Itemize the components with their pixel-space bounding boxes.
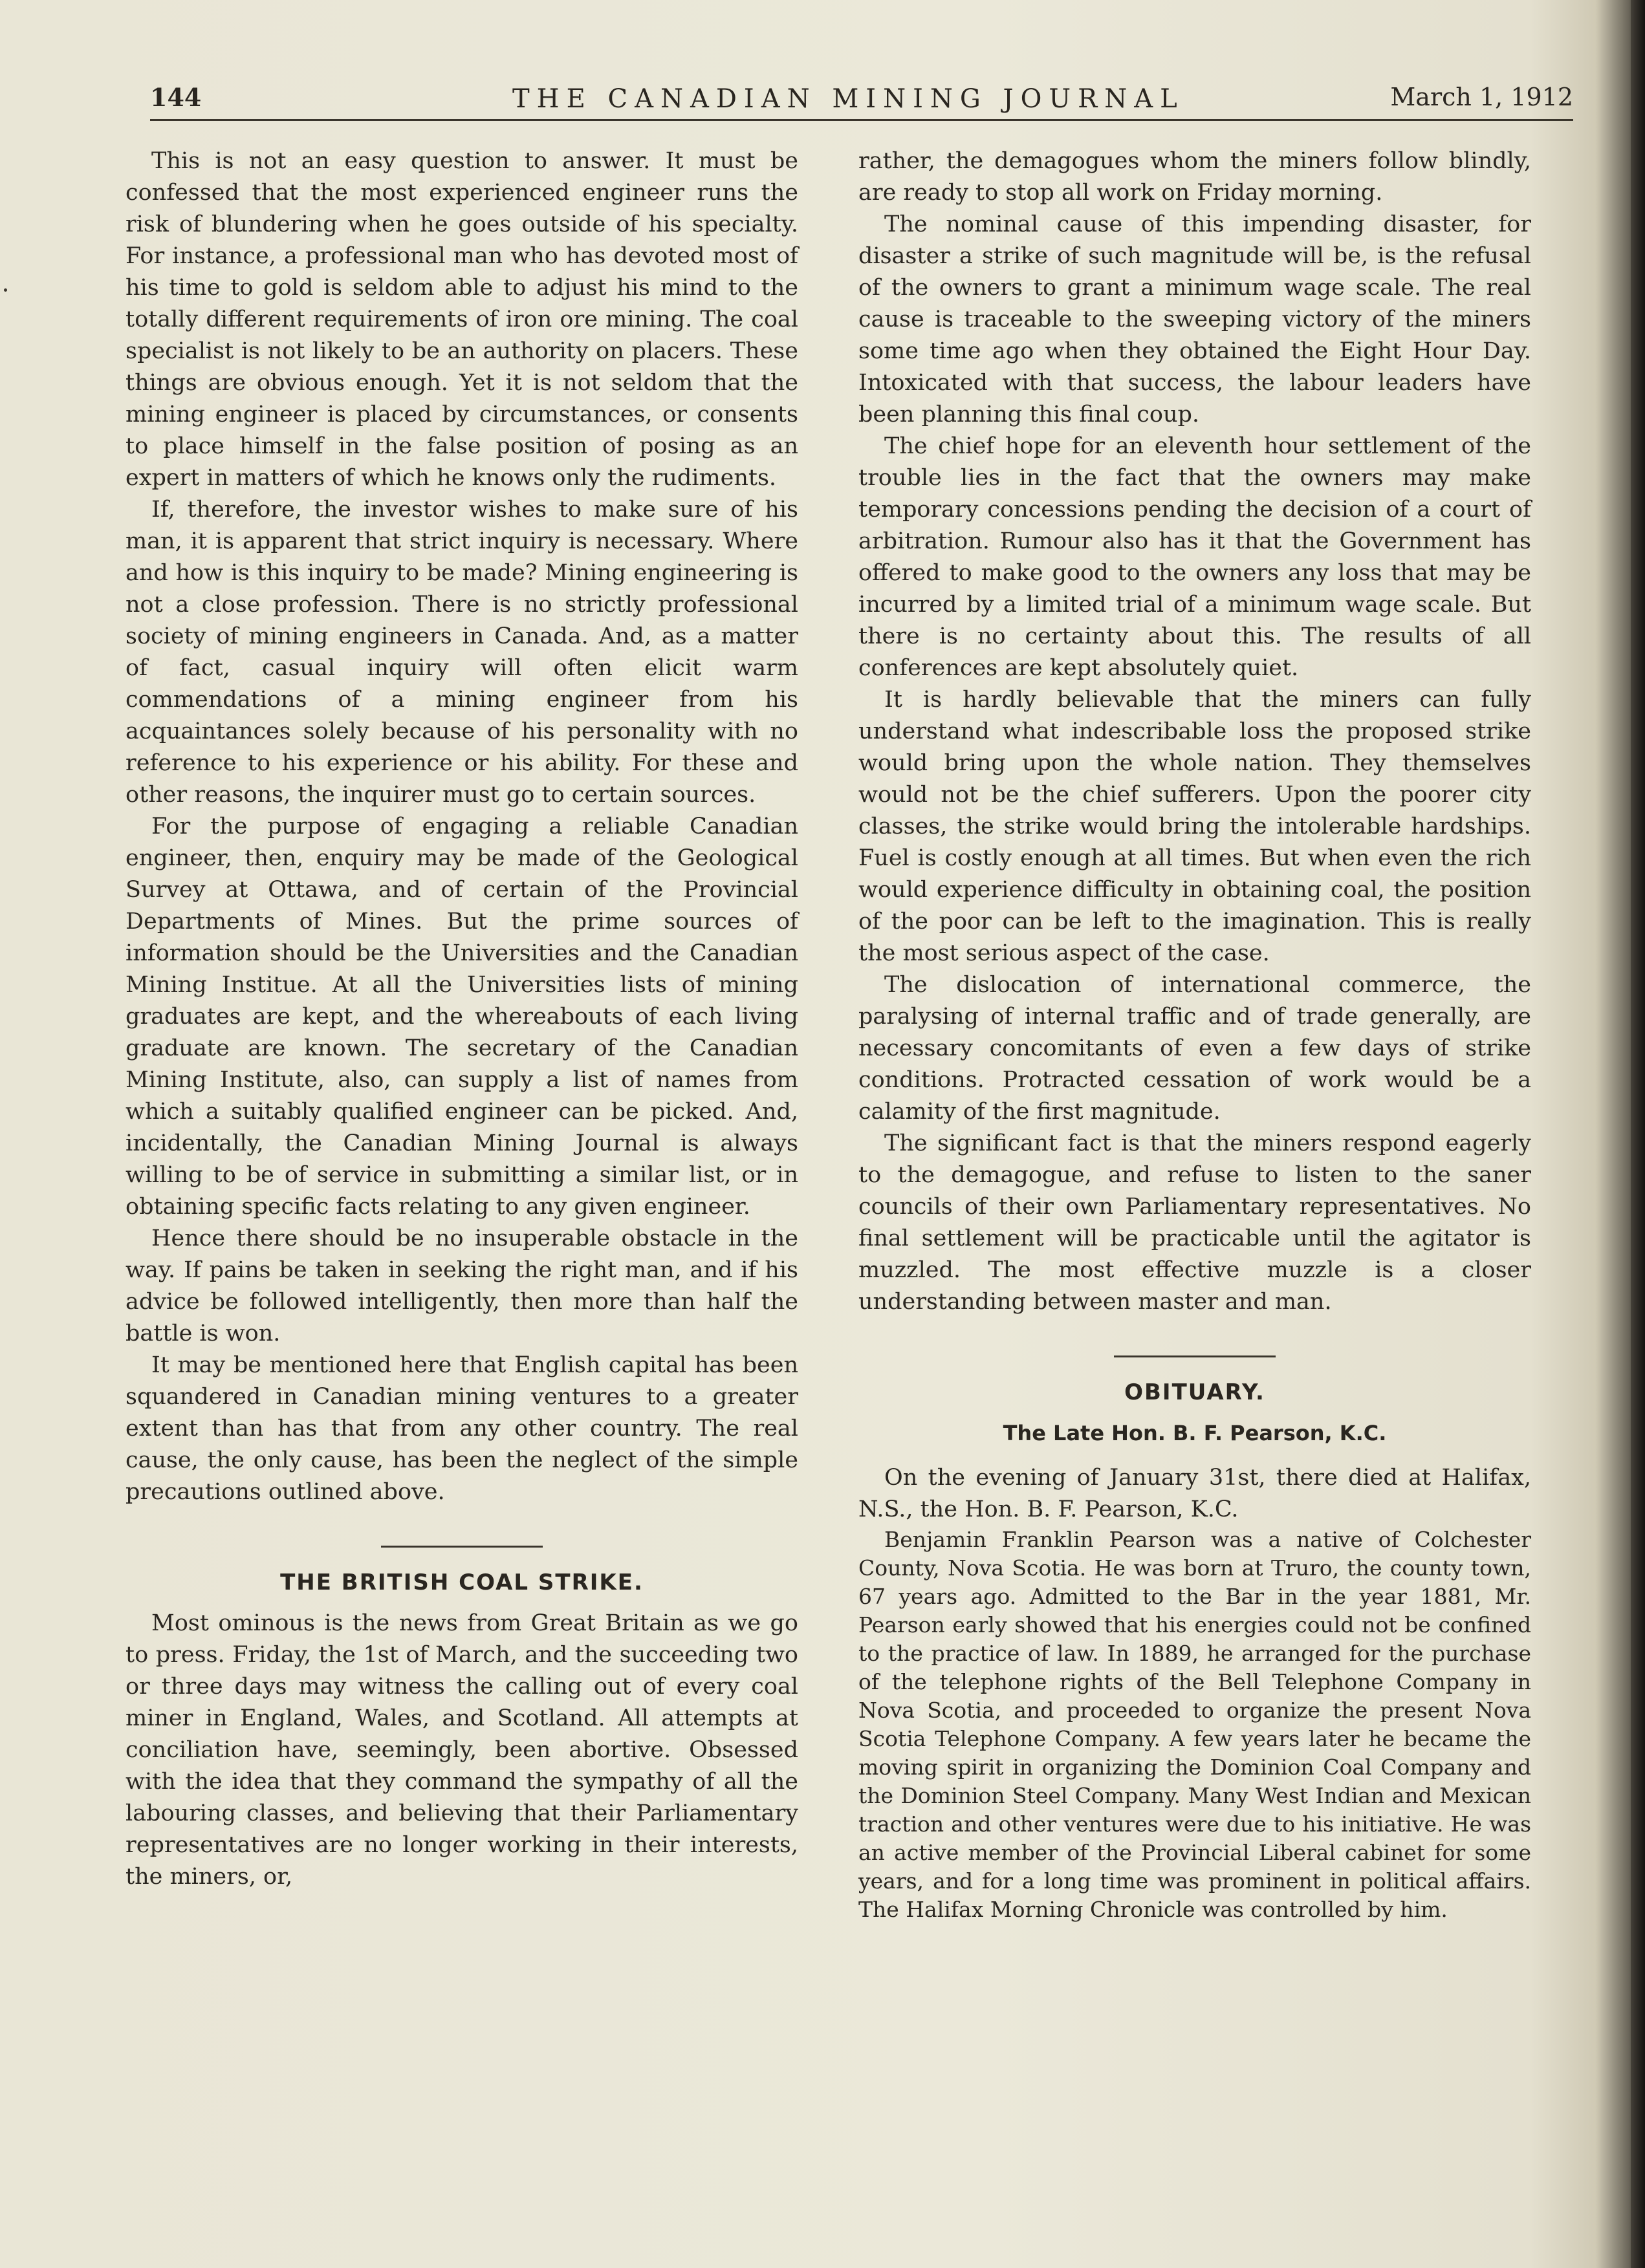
- paper-speck: [4, 288, 7, 292]
- coal-strike-heading: THE BRITISH COAL STRIKE.: [280, 1570, 644, 1595]
- paragraph: The chief hope for an eleventh hour settlement of the trouble lies in the fact that the owners may make temporary concessions pending the decision of a court of arbitration. Rumour also has it that the Government has offered to make good to the owners any loss that may be incurred by a limited trial of a minimum wage scale. But there is no certainty about this. The results of all conferences are kept absolutely quiet.: [858, 433, 1531, 681]
- paragraph: For the purpose of engaging a reliable Canadian engineer, then, enquiry may be made of the Geological Survey at Ottawa, and of certain of the Provincial Departments of Mines. But the prime sources of information should be the Universities and the Canadian Mining Institue. At all the Universities lists of mining graduates are kept, and the whereabouts of each living graduate are known. The secretary of the Canadian Mining Institute, also, can supply a list of names from which a suitably qualified engineer can be picked. And, incidentally, the Canadian Mining Journal is always willing to be of service in submitting a similar list, or in obtaining specific facts relating to any given engineer.: [125, 814, 798, 1220]
- obituary-heading: OBITUARY.: [1124, 1379, 1265, 1405]
- left-column: [125, 146, 798, 1893]
- paragraph: If, therefore, the investor wishes to make sure of his man, it is apparent that strict inquiry is necessary. Where and how is this inquiry to be made? Mining engineering is not a close profession. There is no strictly professional society of mining engineers in Canada. And, as a matter of fact, casual inquiry will often elicit warm commendations of a mining engineer from his acquaintances solely because of his personality with no reference to his experience or his ability. For these and other reasons, the inquirer must go to certain sources.: [125, 497, 798, 808]
- paragraph: Hence there should be no insuperable obstacle in the way. If pains be taken in seeking the right man, and if his advice be followed intelligently, then more than half the battle is won.: [125, 1226, 798, 1346]
- paragraph: The significant fact is that the miners respond eagerly to the demagogue, and refuse to listen to the saner councils of their own Parliamentary representatives. No final settlement will be practicable until the agitator is muzzled. The most effective muzzle is a closer understanding between master and man.: [858, 1130, 1531, 1315]
- journal-title: THE CANADIAN MINING JOURNAL: [512, 84, 1184, 114]
- paragraph: Benjamin Franklin Pearson was a native of Colchester County, Nova Scotia. He was born at Truro, the county town, 67 years ago. Admitted to the Bar in the year 1881, Mr. Pearson early showed that his energies could not be confined to the practice of law. In 1889, he arranged for the purchase of the telephone rights of the Bell Telephone Company in Nova Scotia, and proceeded to organize the present Nova Scotia Telephone Company. A few years later he became the moving spirit in organizing the Dominion Coal Company and the Dominion Steel Company. Many West Indian and Mexican traction and other ventures were due to his initiative. He was an active member of the Provincial Liberal cabinet for some years, and for a long time was prominent in political affairs. The Halifax Morning Chronicle was controlled by him.: [858, 1527, 1531, 1922]
- paragraph: On the evening of January 31st, there died at Halifax, N.S., the Hon. B. F. Pearson, K.C.: [858, 1465, 1531, 1522]
- header-rule: [150, 119, 1573, 121]
- paragraph: The nominal cause of this impending disaster, for disaster a strike of such magnitude will be, is the refusal of the owners to grant a minimum wage scale. The real cause is traceable to the sweeping victory of the miners some time ago when they obtained the Eight Hour Day. Intoxicated with that success, the labour leaders have been planning this final coup.: [858, 211, 1531, 427]
- section-divider: [1114, 1355, 1276, 1357]
- page-header: [150, 76, 1573, 122]
- book-spine-shadow: [1631, 0, 1645, 2268]
- right-column: [858, 146, 1531, 1924]
- issue-date: March 1, 1912: [1390, 83, 1573, 111]
- page-number: 144: [150, 83, 202, 112]
- obituary-subheading: The Late Hon. B. F. Pearson, K.C.: [1003, 1421, 1387, 1445]
- paragraph: rather, the demagogues whom the miners follow blindly, are ready to stop all work on Friday morning.: [858, 148, 1531, 206]
- paragraph: It may be mentioned here that English capital has been squandered in Canadian mining ventures to a greater extent than has that from any other country. The real cause, the only cause, has been the neglect of the simple precautions outlined above.: [125, 1352, 798, 1505]
- paragraph: It is hardly believable that the miners can fully understand what indescribable loss the proposed strike would bring upon the whole nation. They themselves would not be the chief sufferers. Upon the poorer city classes, the strike would bring the intolerable hardships. Fuel is costly enough at all times. But when even the rich would experience difficulty in obtaining coal, the position of the poor can be left to the imagination. This is really the most serious aspect of the case.: [858, 687, 1531, 966]
- paragraph: The dislocation of international commerce, the paralysing of internal traffic and of trade generally, are necessary concomitants of even a few days of strike conditions. Protracted cessation of work would be a calamity of the first magnitude.: [858, 972, 1531, 1125]
- paragraph: Most ominous is the news from Great Britain as we go to press. Friday, the 1st of March, and the succeeding two or three days may witness the calling out of every coal miner in England, Wales, and Scotland. All attempts at conciliation have, seemingly, been abortive. Obsessed with the idea that they command the sympathy of all the labouring classes, and believing that their Parliamentary representatives are no longer working in their interests, the miners, or,: [125, 1610, 798, 1890]
- paragraph: This is not an easy question to answer. It must be confessed that the most experienced engineer runs the risk of blundering when he goes outside of his specialty. For instance, a professional man who has devoted most of his time to gold is seldom able to adjust his mind to the totally different requirements of iron ore mining. The coal specialist is not likely to be an authority on placers. These things are obvious enough. Yet it is not seldom that the mining engineer is placed by circumstances, or consents to place himself in the false position of posing as an expert in matters of which he knows only the rudiments.: [125, 148, 798, 491]
- section-divider: [381, 1546, 543, 1548]
